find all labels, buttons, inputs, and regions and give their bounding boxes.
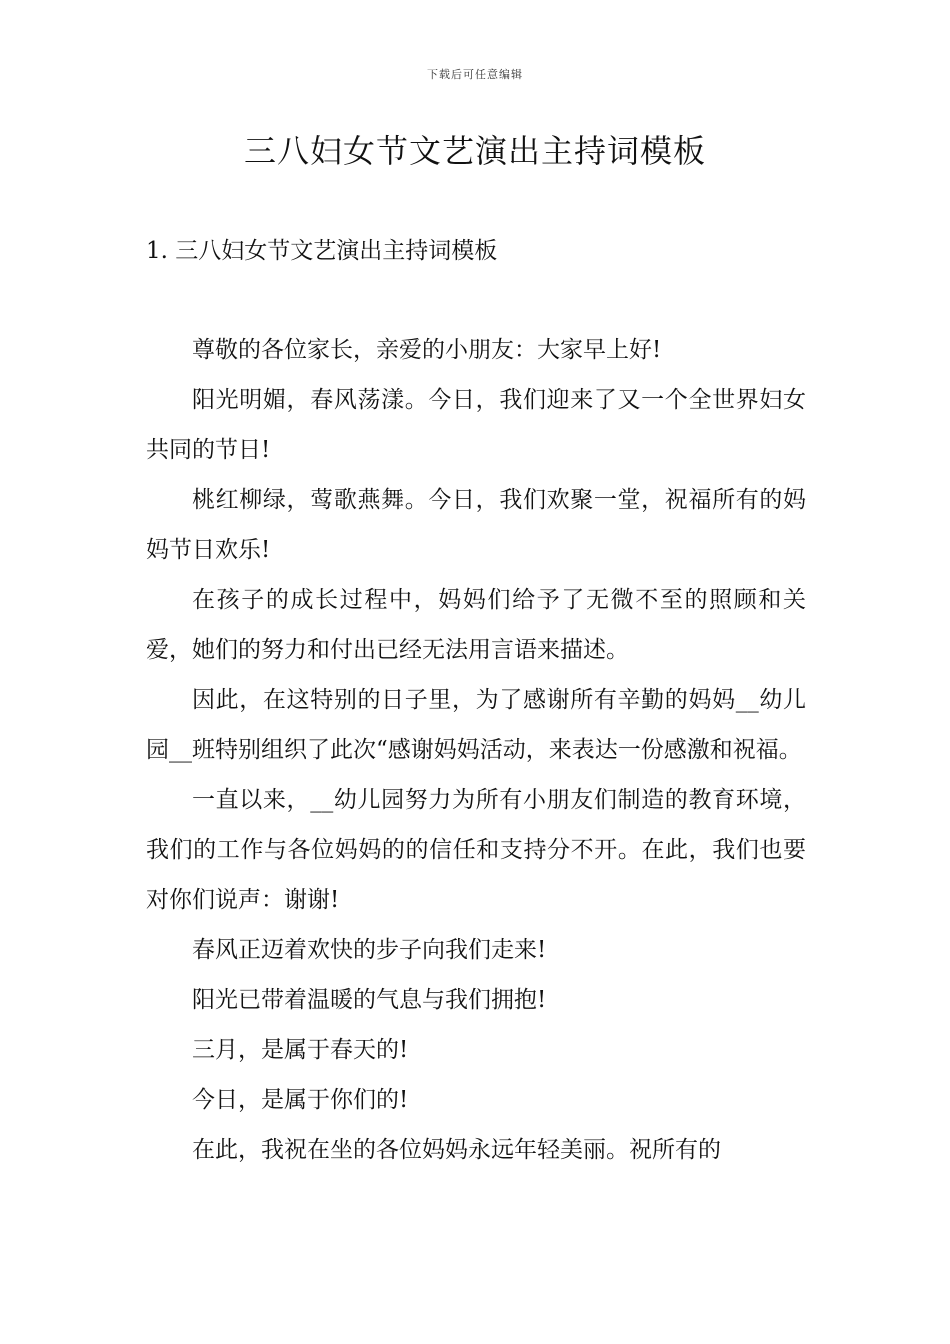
paragraph: 阳光明媚，春风荡漾。今日，我们迎来了又一个全世界妇女共同的节日! [146,387,806,463]
paragraph: 因此，在这特别的日子里，为了感谢所有辛勤的妈妈__幼儿园__班特别组织了此次“感谢妈妈活动，来表达一份感激和祝福。 [146,687,806,763]
paragraph: 一直以来，__幼儿园努力为所有小朋友们制造的教育环境，我们的工作与各位妈妈的的信任和支持分不开。在此，我们也要对你们说声：谢谢! [146,787,806,913]
header-note: 下载后可任意编辑 [427,68,523,81]
paragraph: 阳光已带着温暖的气息与我们拥抱! [192,987,547,1013]
paragraph: 今日，是属于你们的! [192,1087,409,1113]
section-heading: 1. 三八妇女节文艺演出主持词模板 [146,238,498,264]
paragraph: 在此，我祝在坐的各位妈妈永远年轻美丽。祝所有的 [192,1137,721,1163]
paragraph: 三月，是属于春天的! [192,1037,409,1063]
paragraph: 在孩子的成长过程中，妈妈们给予了无微不至的照顾和关爱，她们的努力和付出已经无法用言语来描述。 [146,587,806,663]
paragraph: 尊敬的各位家长，亲爱的小朋友：大家早上好! [192,337,662,363]
document-title: 三八妇女节文艺演出主持词模板 [243,132,706,170]
paragraph: 春风正迈着欢快的步子向我们走来! [192,937,547,963]
body-text [146,325,806,1175]
paragraph: 桃红柳绿，莺歌燕舞。今日，我们欢聚一堂，祝福所有的妈妈节日欢乐! [146,487,806,563]
